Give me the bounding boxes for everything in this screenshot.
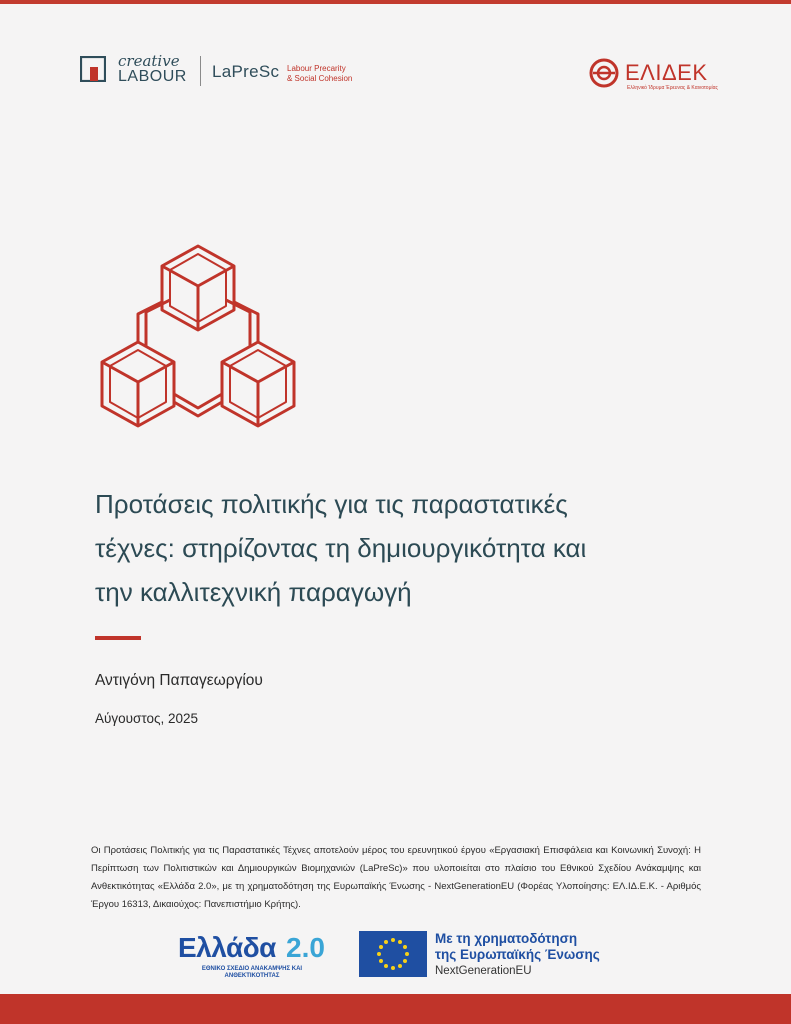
author-name: Αντιγόνη Παπαγεωργίου	[95, 672, 263, 689]
elidek-subtitle: Ελληνικό Ίδρυμα Έρευνας & Καινοτομίας	[627, 85, 718, 91]
elidek-wordmark: ΕΛΙΔΕΚ	[625, 60, 708, 85]
ellada-version: 2.0	[286, 932, 325, 963]
lapresc-logo: LaPreSc	[212, 62, 280, 81]
title-line-3: την καλλιτεχνική παραγωγή	[95, 577, 412, 607]
title-line-1: Προτάσεις πολιτικής για τις παραστατικές	[95, 489, 568, 519]
elidek-icon	[589, 58, 619, 88]
ellada-subtitle: ΕΘΝΙΚΟ ΣΧΕΔΙΟ ΑΝΑΚΑΜΨΗΣ ΚΑΙ ΑΝΘΕΚΤΙΚΟΤΗΤΑΣ	[201, 966, 303, 979]
top-accent-bar	[0, 0, 791, 4]
ellada-2-logo	[178, 932, 348, 980]
creative-labour-icon	[80, 56, 106, 82]
logo-separator	[200, 56, 201, 86]
eu-funding-line-3: NextGenerationEU	[435, 965, 532, 977]
eu-funding-line-1: Με τη χρηματοδότηση	[435, 931, 578, 946]
publication-date: Αύγουστος, 2025	[95, 711, 199, 726]
title-line-2: τέχνες: στηρίζοντας τη δημιουργικότητα και	[95, 533, 587, 563]
eu-flag-icon	[359, 931, 427, 977]
creative-labour-logo	[80, 52, 190, 88]
creative-labour-bottom-text: LABOUR	[118, 68, 187, 85]
lapresc-tagline-1: Labour Precarity	[287, 64, 346, 73]
bottom-accent-bar	[0, 994, 791, 1024]
ellada-wordmark: Ελλάδα	[178, 932, 276, 963]
lapresc-tagline-2: & Social Cohesion	[287, 74, 353, 83]
lapresc-tagline	[287, 64, 352, 84]
funding-footnote: Οι Προτάσεις Πολιτικής για τις Παραστατικές Τέχνες αποτελούν μέρος του ερευνητικού έργου «Εργασιακή Επισφάλεια και Κοινωνική Συνοχή: Η Περίπτωση των Πολιτιστικών και Δημιουργικών Βιομηχανιών (LaPreSc)» που υλοποιείται στο πλαίσιο του Εθνικού Σχεδίου Ανάκαμψης και Ανθεκτικότητας «Ελλάδα 2.0», με τη χρηματοδότηση της Ευρωπαϊκής Ένωσης - NextGenerationEU (Φορέας Υλοποίησης: ΕΛ.ΙΔ.Ε.Κ. - Αριθμός Έργου 16313, Δικαιούχος: Πανεπιστήμιο Κρήτης).	[91, 845, 701, 910]
cubes-illustration	[98, 242, 298, 438]
eu-funding-line-2: της Ευρωπαϊκής Ένωσης	[435, 947, 600, 962]
creative-labour-top-text: creative	[118, 52, 180, 70]
elidek-logo	[589, 58, 724, 94]
title-underline	[95, 636, 141, 640]
document-title	[95, 482, 695, 614]
